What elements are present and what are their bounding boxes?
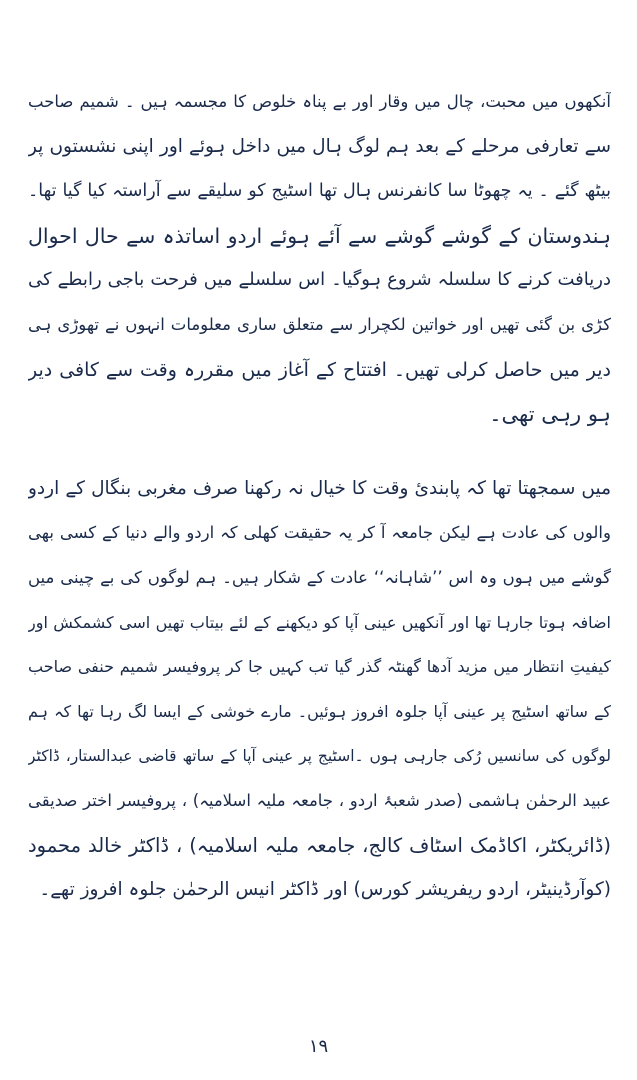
text-line: عبید الرحمٰن ہاشمی (صدر شعبۂ اردو ، جامعہ ملیہ اسلامیہ) ، پروفیسر اختر صدیقی xyxy=(28,790,611,810)
text-line: (کوآرڈینیٹر، اردو ریفریشر کورس) اور ڈاکٹر انیس الرحمٰن جلوہ افروز تھے۔ xyxy=(39,879,611,901)
text-line: بیٹھ گئے ۔ یہ چھوٹا سا کانفرنس ہال تھا اسٹیج کو سلیقے سے آراستہ کیا گیا تھا۔ xyxy=(28,181,611,202)
text-line: سے تعارفی مرحلے کے بعد ہم لوگ ہال میں داخل ہوئے اور اپنی نشستوں پر xyxy=(28,135,611,157)
text-line: کیفیتِ انتظار میں مزید آدھا گھنٹہ گذر گیا تب کہیں جا کر پروفیسر شمیم حنفی صاحب xyxy=(28,657,611,677)
text-line: لوگوں کی سانسیں رُکی جارہی ہوں ۔اسٹیج پر عینی آپا کے ساتھ قاضی عبدالستار، ڈاکٹر xyxy=(28,747,611,766)
paragraph-2 xyxy=(28,467,611,913)
text-line: کڑی بن گئی تھیں اور خواتین لکچرار سے متعلق ساری معلومات انہوں نے تھوڑی ہی xyxy=(28,314,611,334)
text-line: گوشے میں ہوں وہ اس ’’شاہانہ‘‘ عادت کے شکار ہیں۔ ہم لوگوں کی بے چینی میں xyxy=(28,567,611,587)
text-line: دیر میں حاصل کرلی تھیں۔ افتتاح کے آغاز میں مقررہ وقت سے کافی دیر xyxy=(28,358,611,381)
page-number: ۱۹ xyxy=(308,1036,329,1057)
page-body xyxy=(28,80,611,913)
text-line: ہو رہی تھی۔ xyxy=(489,402,611,427)
paragraph-gap xyxy=(28,437,611,467)
text-line: میں سمجھتا تھا کہ پابندیٔ وقت کا خیال نہ رکھنا صرف مغربی بنگال کے اردو xyxy=(28,477,611,499)
text-line: آنکھوں میں محبت، چال میں وقار اور بے پناہ خلوص کا مجسمہ ہیں ۔ شمیم صاحب xyxy=(28,92,611,111)
text-line: کے ساتھ اسٹیج پر عینی آپا جلوہ افروز ہوئیں۔ مارے خوشی کے ایسا لگ رہا تھا کہ ہم xyxy=(28,701,611,721)
text-line: اضافہ ہوتا جارہا تھا اور آنکھیں عینی آپا کو دیکھنے کے لئے بیتاب تھیں اسی کشمکش اور xyxy=(28,612,611,632)
text-line: (ڈائریکٹر، اکاڈمک اسٹاف کالج، جامعہ ملیہ اسلامیہ) ، ڈاکٹر خالد محمود xyxy=(28,833,611,857)
paragraph-1 xyxy=(28,80,611,437)
text-line: والوں کی عادت ہے لیکن جامعہ آ کر یہ حقیقت کھلی کہ اردو والے دنیا کے کسی بھی xyxy=(28,523,611,543)
text-line: ہندوستان کے گوشے گوشے سے آئے ہوئے اردو اساتذہ سے حال احوال xyxy=(28,223,611,248)
text-line: دریافت کرنے کا سلسلہ شروع ہوگیا۔ اس سلسلے میں فرحت باجی رابطے کی xyxy=(28,269,611,291)
